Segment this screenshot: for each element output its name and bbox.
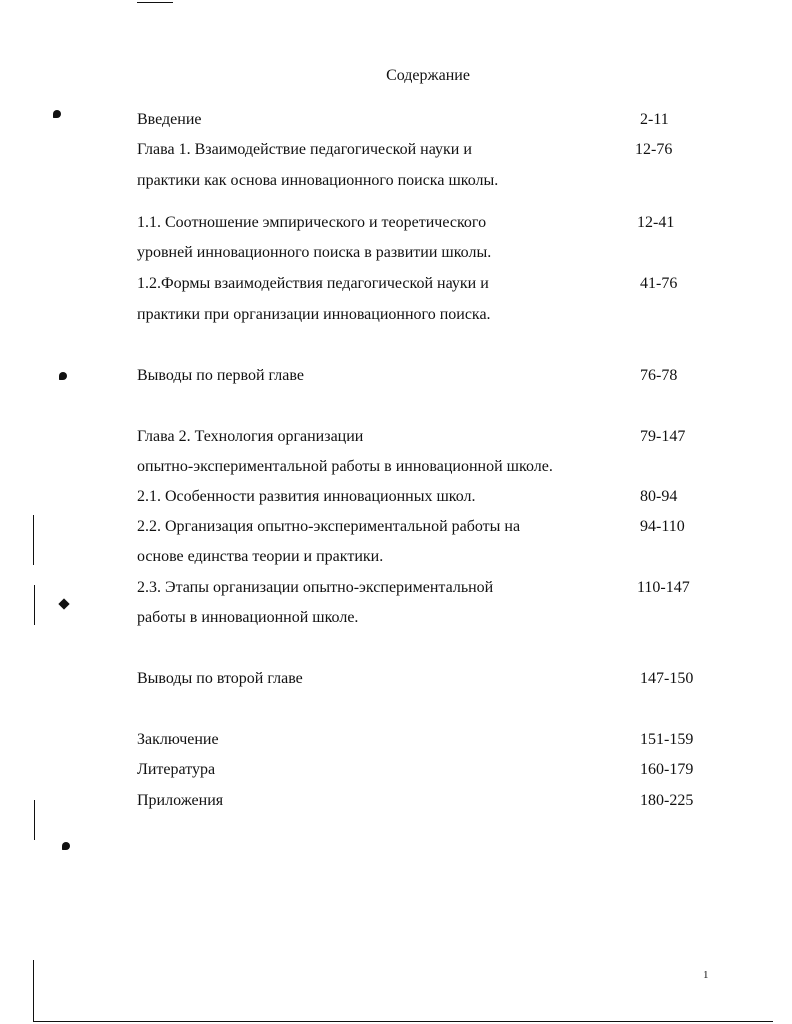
page-number: 1 [703,969,709,981]
toc-s22-label-1: 2.2. Организация опытно-экспериментальной работы на [137,518,521,535]
toc-intro-label: Введение [137,111,202,128]
toc-s22-pages: 94-110 [640,518,685,535]
toc-s11-pages: 12-41 [637,214,675,231]
toc-appendix-pages: 180-225 [640,792,694,809]
toc-concl2-pages: 147-150 [640,670,694,687]
toc-literature-label: Литература [137,761,216,778]
toc-concl2-label: Выводы по второй главе [137,670,303,687]
toc-s12-label-1: 1.2.Формы взаимодействия педагогической науки и [137,275,489,292]
toc-ch1-label-2: практики как основа инновационного поиска школы. [137,172,499,189]
margin-line-4 [33,960,34,1022]
bullet-mark-3 [58,598,69,609]
margin-line-3 [34,800,35,840]
toc-intro-pages: 2-11 [640,111,669,128]
toc-literature-pages: 160-179 [640,761,694,778]
page-title: Содержание [386,67,470,84]
toc-concl1-pages: 76-78 [640,367,678,384]
toc-s21-pages: 80-94 [640,488,678,505]
margin-line-2 [34,585,35,625]
toc-s11-label-1: 1.1. Соотношение эмпирического и теоретического [137,214,487,231]
toc-conclusion-label: Заключение [137,731,219,748]
bullet-mark-4 [62,842,70,850]
toc-ch2-label-2: опытно-экспериментальной работы в инновационной школе. [137,458,553,475]
toc-appendix-label: Приложения [137,792,224,809]
toc-s12-pages: 41-76 [640,275,678,292]
scan-line-bottom [33,1021,773,1022]
bullet-mark-1 [53,110,61,118]
toc-concl1-label: Выводы по первой главе [137,367,304,384]
toc-ch1-pages: 12-76 [635,141,673,158]
toc-s23-label-2: работы в инновационной школе. [137,609,359,626]
toc-ch2-label-1: Глава 2. Технология организации [137,428,364,445]
toc-s22-label-2: основе единства теории и практики. [137,548,384,565]
toc-ch1-label-1: Глава 1. Взаимодействие педагогической науки и [137,141,472,158]
toc-s23-label-1: 2.3. Этапы организации опытно-экспериментальной [137,579,494,596]
toc-conclusion-pages: 151-159 [640,731,694,748]
toc-ch2-pages: 79-147 [640,428,686,445]
scan-line-top [137,2,173,3]
bullet-mark-2 [59,372,67,380]
margin-line-1 [33,515,34,565]
toc-s21-label: 2.1. Особенности развития инновационных школ. [137,488,476,505]
toc-s12-label-2: практики при организации инновационного поиска. [137,306,491,323]
toc-s11-label-2: уровней инновационного поиска в развитии школы. [137,244,492,261]
toc-s23-pages: 110-147 [637,579,690,596]
